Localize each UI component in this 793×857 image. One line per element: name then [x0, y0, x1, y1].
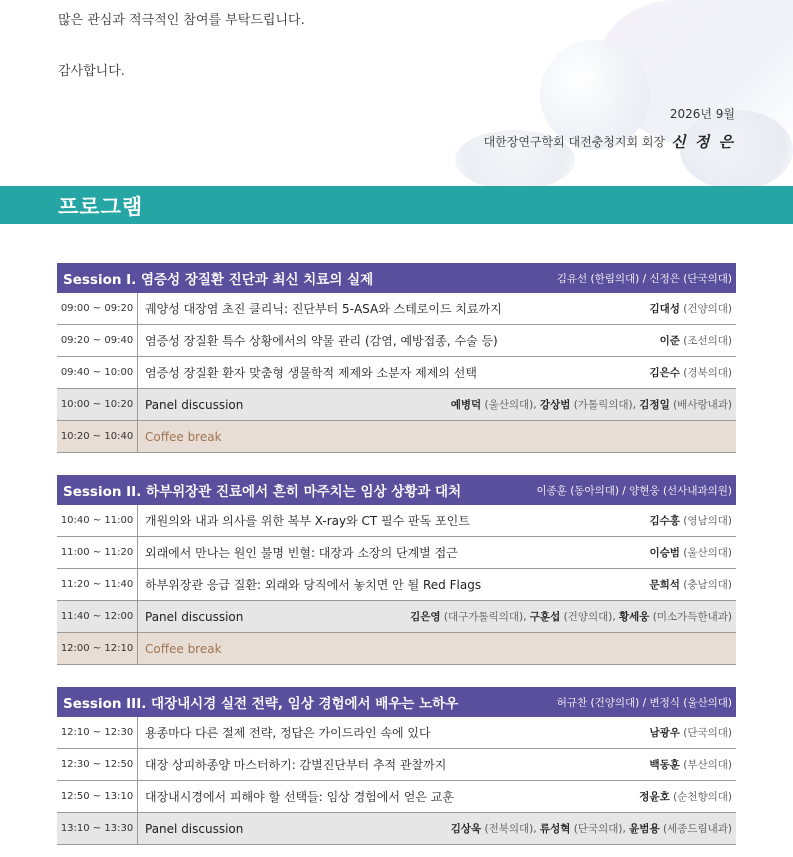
row-topic: Coffee break: [145, 429, 222, 444]
letter-date: 2026년 9월: [669, 107, 735, 121]
session-gap: [57, 665, 736, 687]
speaker-affiliation: (배사랑내과): [673, 399, 732, 411]
program-row: [57, 325, 736, 357]
speaker-name: 김상욱: [450, 823, 482, 835]
row-speakers: [649, 513, 732, 528]
row-speakers: [660, 333, 732, 348]
row-topic: Panel discussion: [145, 397, 244, 412]
intro-text: 많은 관심과 적극적인 참여를 부탁드립니다.: [58, 13, 305, 28]
speaker-affiliation: (미소가득한내과): [652, 611, 732, 623]
row-speakers: [649, 725, 732, 740]
row-speakers: [649, 365, 732, 380]
row-content: [138, 421, 736, 452]
speaker-affiliation: (건양의대): [683, 303, 732, 315]
session-header: [57, 475, 736, 505]
speaker-name: 김정일: [639, 399, 670, 411]
program-table: [57, 263, 736, 845]
row-speakers: [451, 821, 732, 836]
program-banner: [0, 186, 793, 224]
speaker-name: 김은영: [410, 611, 441, 623]
speaker-name: 정윤호: [639, 791, 670, 803]
speaker-name: 예병덕: [450, 399, 482, 411]
row-content: [138, 569, 736, 600]
session-chairs: 이종훈 (동아의대) / 양현웅 (선사내과의원): [536, 484, 732, 497]
row-content: [138, 357, 736, 388]
row-speakers: [451, 397, 732, 412]
row-time: 09:20 ~ 09:40: [57, 325, 138, 356]
row-topic: 대장 상피하종양 마스터하기: 감별진단부터 추적 관찰까지: [145, 758, 447, 772]
row-time: 12:50 ~ 13:10: [57, 781, 138, 812]
speaker-affiliation: (순천향의대): [673, 791, 732, 803]
row-speakers: [649, 545, 732, 560]
row-topic: 개원의와 내과 의사를 위한 복부 X-ray와 CT 필수 판독 포인트: [145, 514, 470, 528]
speaker-name: 이준: [659, 335, 680, 347]
speaker-name: 김대성: [649, 303, 680, 315]
program-row: [57, 749, 736, 781]
row-speakers: [649, 577, 732, 592]
row-speakers: [649, 301, 732, 316]
speaker-name: 백동훈: [649, 759, 680, 771]
row-content: [138, 601, 736, 632]
program-row: [57, 357, 736, 389]
row-time: 12:30 ~ 12:50: [57, 749, 138, 780]
row-time: 09:00 ~ 09:20: [57, 293, 138, 324]
speaker-affiliation: (경북의대): [683, 367, 732, 379]
speaker-name: 문희석: [649, 579, 680, 591]
session-gap: [57, 453, 736, 475]
speaker-affiliation: (부산의대): [683, 759, 732, 771]
row-time: 09:40 ~ 10:00: [57, 357, 138, 388]
speaker-name: 남광우: [649, 727, 680, 739]
speaker-affiliation: (조선의대): [683, 335, 732, 347]
speaker-affiliation: (건양의대),: [563, 611, 620, 623]
session-chairs: 허규찬 (건양의대) / 변정식 (울산의대): [556, 696, 732, 709]
program-row: [57, 537, 736, 569]
row-time: 10:00 ~ 10:20: [57, 389, 138, 420]
program-row: [57, 505, 736, 537]
row-topic: 염증성 장질환 특수 상황에서의 약물 관리 (감염, 예방접종, 수술 등): [145, 334, 498, 348]
row-topic: 하부위장관 응급 질환: 외래와 당직에서 놓치면 안 될 Red Flags: [145, 578, 482, 592]
speaker-affiliation: (대구가톨릭의대),: [443, 611, 530, 623]
program-row: [57, 421, 736, 453]
row-time: 11:20 ~ 11:40: [57, 569, 138, 600]
thanks-text: 감사합니다.: [58, 64, 125, 79]
speaker-name: 구훈섭: [529, 611, 561, 623]
row-speakers: [410, 609, 732, 624]
speaker-name: 윤범용: [629, 823, 660, 835]
row-time: 12:10 ~ 12:30: [57, 717, 138, 748]
row-topic: 외래에서 만나는 원인 불명 빈혈: 대장과 소장의 단계별 접근: [145, 546, 458, 560]
speaker-name: 황세웅: [619, 611, 650, 623]
program-row: [57, 293, 736, 325]
speaker-affiliation: (울산의대): [683, 547, 732, 559]
row-time: 11:40 ~ 12:00: [57, 601, 138, 632]
speaker-affiliation: (충남의대): [683, 579, 732, 591]
row-time: 10:20 ~ 10:40: [57, 421, 138, 452]
speaker-name: 류성혁: [539, 823, 571, 835]
row-content: [138, 293, 736, 324]
program-heading: 프로그램: [58, 195, 144, 219]
speaker-name: 강상범: [539, 399, 571, 411]
session-title: Session III. 대장내시경 실전 전략, 임상 경험에서 배우는 노하우: [63, 696, 459, 712]
session-title: Session I. 염증성 장질환 진단과 최신 치료의 실제: [63, 272, 374, 288]
session-header: [57, 263, 736, 293]
row-content: [138, 717, 736, 748]
row-time: 12:00 ~ 12:10: [57, 633, 138, 664]
program-row: [57, 813, 736, 845]
row-content: [138, 505, 736, 536]
program-row: [57, 389, 736, 421]
session-title: Session II. 하부위장관 진료에서 흔히 마주치는 임상 상황과 대처: [63, 484, 462, 500]
signer-title: 대한장연구학회 대전충청지회 회장: [483, 135, 666, 149]
row-topic: 대장내시경에서 피해야 할 선택들: 임상 경험에서 얻은 교훈: [145, 790, 454, 804]
row-content: [138, 749, 736, 780]
row-topic: 용종마다 다른 절제 전략, 정답은 가이드라인 속에 있다: [145, 726, 431, 740]
speaker-affiliation: (단국의대): [683, 727, 732, 739]
row-content: [138, 537, 736, 568]
program-row: [57, 633, 736, 665]
signer-block: [484, 131, 735, 152]
row-topic: Panel discussion: [145, 609, 244, 624]
row-topic: 궤양성 대장염 초진 클리닉: 진단부터 5-ASA와 스테로이드 치료까지: [145, 302, 502, 316]
program-row: [57, 717, 736, 749]
row-speakers: [639, 789, 732, 804]
program-row: [57, 781, 736, 813]
row-content: [138, 389, 736, 420]
row-time: 11:00 ~ 11:20: [57, 537, 138, 568]
speaker-affiliation: (가톨릭의대),: [573, 399, 640, 411]
speaker-affiliation: (단국의대),: [573, 823, 630, 835]
row-time: 10:40 ~ 11:00: [57, 505, 138, 536]
row-time: 13:10 ~ 13:30: [57, 813, 138, 844]
row-content: [138, 813, 736, 844]
signer-name: 신 정 은: [671, 133, 735, 151]
speaker-affiliation: (세종드림내과): [662, 823, 732, 835]
speaker-affiliation: (전북의대),: [484, 823, 540, 835]
row-content: [138, 325, 736, 356]
speaker-name: 김수홍: [649, 515, 680, 527]
row-content: [138, 633, 736, 664]
program-row: [57, 569, 736, 601]
row-topic: Coffee break: [145, 641, 222, 656]
speaker-affiliation: (울산의대),: [484, 399, 540, 411]
row-content: [138, 781, 736, 812]
row-topic: 염증성 장질환 환자 맞춤형 생물학적 제제와 소분자 제제의 선택: [145, 366, 477, 380]
speaker-name: 김은수: [649, 367, 680, 379]
row-speakers: [649, 757, 732, 772]
program-row: [57, 601, 736, 633]
row-topic: Panel discussion: [145, 821, 244, 836]
session-header: [57, 687, 736, 717]
speaker-affiliation: (영남의대): [683, 515, 732, 527]
speaker-name: 이승범: [649, 547, 680, 559]
session-chairs: 김유선 (한림의대) / 신정은 (단국의대): [556, 272, 732, 285]
